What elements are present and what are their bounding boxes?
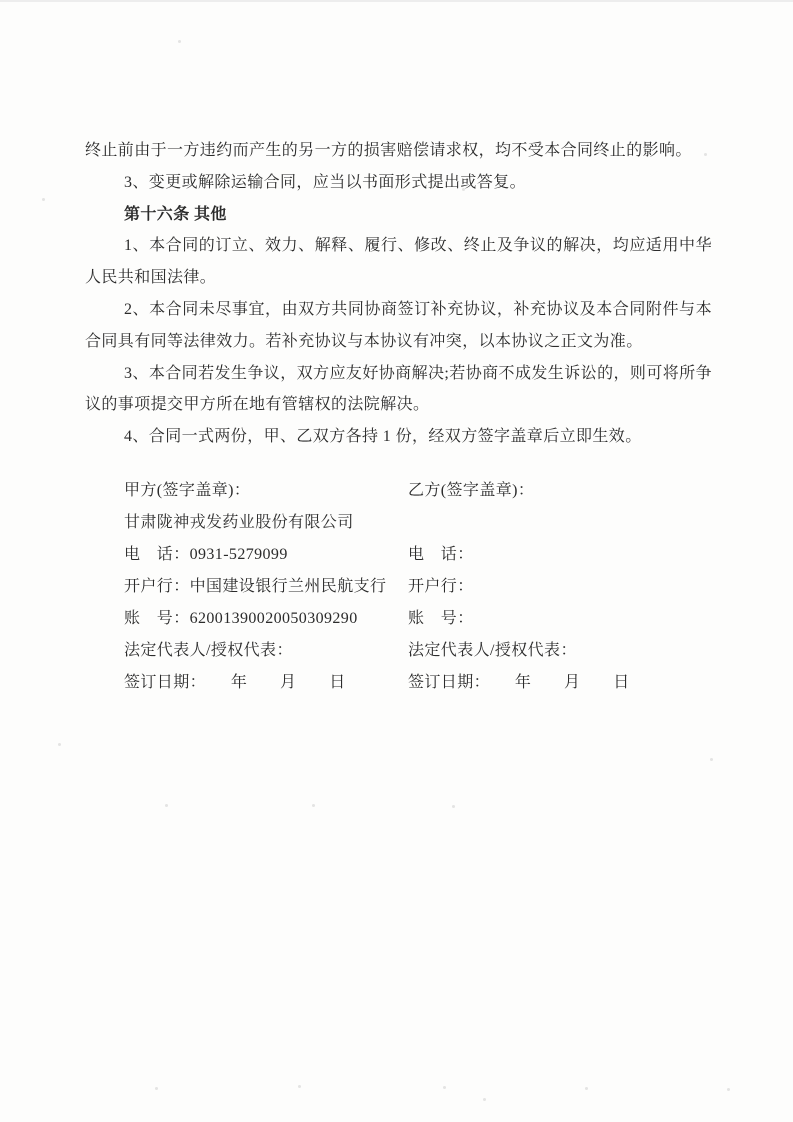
party-a-representative-label: 法定代表人/授权代表： [124,642,293,659]
party-b-title: 乙方(签字盖章)： [408,482,535,499]
article-16-item-3: 3、本合同若发生争议，双方应友好协商解决;若协商不成发生诉讼的，则可将所争议的事项提交甲方所在地有管辖权的法院解决。 [85,364,712,414]
party-a-phone-row [124,539,408,571]
article-16-item-2: 2、本合同未尽事宜，由双方共同协商签订补充协议，补充协议及本合同附件与本合同具有同等法律效力。若补充协议与本协议有冲突，以本协议之正文为准。 [85,300,712,350]
scan-speckle [165,804,168,807]
paragraph-termination-carryover: 终止前由于一方违约而产生的另一方的损害赔偿请求权，均不受本合同终止的影响。 [85,142,692,159]
party-b-bank-label: 开户行： [408,578,474,595]
party-b-signature-block [408,475,708,699]
party-b-date-value: 年 月 日 [482,674,630,691]
article-16-heading: 第十六条 其他 [124,205,227,223]
party-a-bank-value: 中国建设银行兰州民航支行 [189,578,387,595]
party-b-date-label: 签订日期： [408,674,483,691]
party-b-company [408,507,708,539]
article-16-item-1: 1、本合同的订立、效力、解释、履行、修改、终止及争议的解决，均应适用中华人民共和国法律。 [85,237,712,287]
scan-speckle [585,1087,588,1090]
scan-edge-artifact [0,0,793,2]
scan-speckle [452,805,455,808]
party-a-title: 甲方(签字盖章)： [124,482,251,499]
scan-speckle [443,1086,446,1089]
party-b-account-label: 账 号： [408,610,474,627]
scan-speckle [710,758,713,761]
party-a-company: 甘肃陇神戎发药业股份有限公司 [124,514,354,531]
scan-speckle [298,1085,301,1088]
scan-speckle [483,1098,486,1101]
party-a-date-label: 签订日期： [124,674,199,691]
contract-body [85,135,712,453]
party-a-bank-row [124,571,408,603]
party-a-phone-label: 电 话： [124,546,190,563]
scan-speckle [58,743,61,746]
party-a-phone-value: 0931-5279099 [189,546,288,563]
party-a-date-row [124,667,408,699]
party-a-representative-row [124,635,408,667]
article-16-item-4: 4、合同一式两份，甲、乙双方各持 1 份，经双方签字盖章后立即生效。 [124,428,642,446]
scan-speckle [42,198,45,201]
party-a-account-label: 账 号： [124,610,190,627]
party-a-bank-label: 开户行： [124,578,190,595]
party-b-phone-row [408,539,708,571]
scan-speckle [178,40,181,43]
party-a-account-value: 62001390020050309290 [189,610,358,627]
party-b-account-row [408,603,708,635]
party-b-representative-row [408,635,708,667]
party-b-date-row [408,667,708,699]
party-a-account-row [124,603,408,635]
scan-speckle [312,804,315,807]
party-b-phone-label: 电 话： [408,546,474,563]
party-b-representative-label: 法定代表人/授权代表： [408,642,577,659]
clause-change-rescind: 3、变更或解除运输合同，应当以书面形式提出或答复。 [124,173,527,191]
party-a-date-value: 年 月 日 [198,674,346,691]
scan-speckle [727,1088,730,1091]
party-a-signature-block [124,475,408,699]
scan-speckle [155,1087,158,1090]
party-b-bank-row [408,571,708,603]
